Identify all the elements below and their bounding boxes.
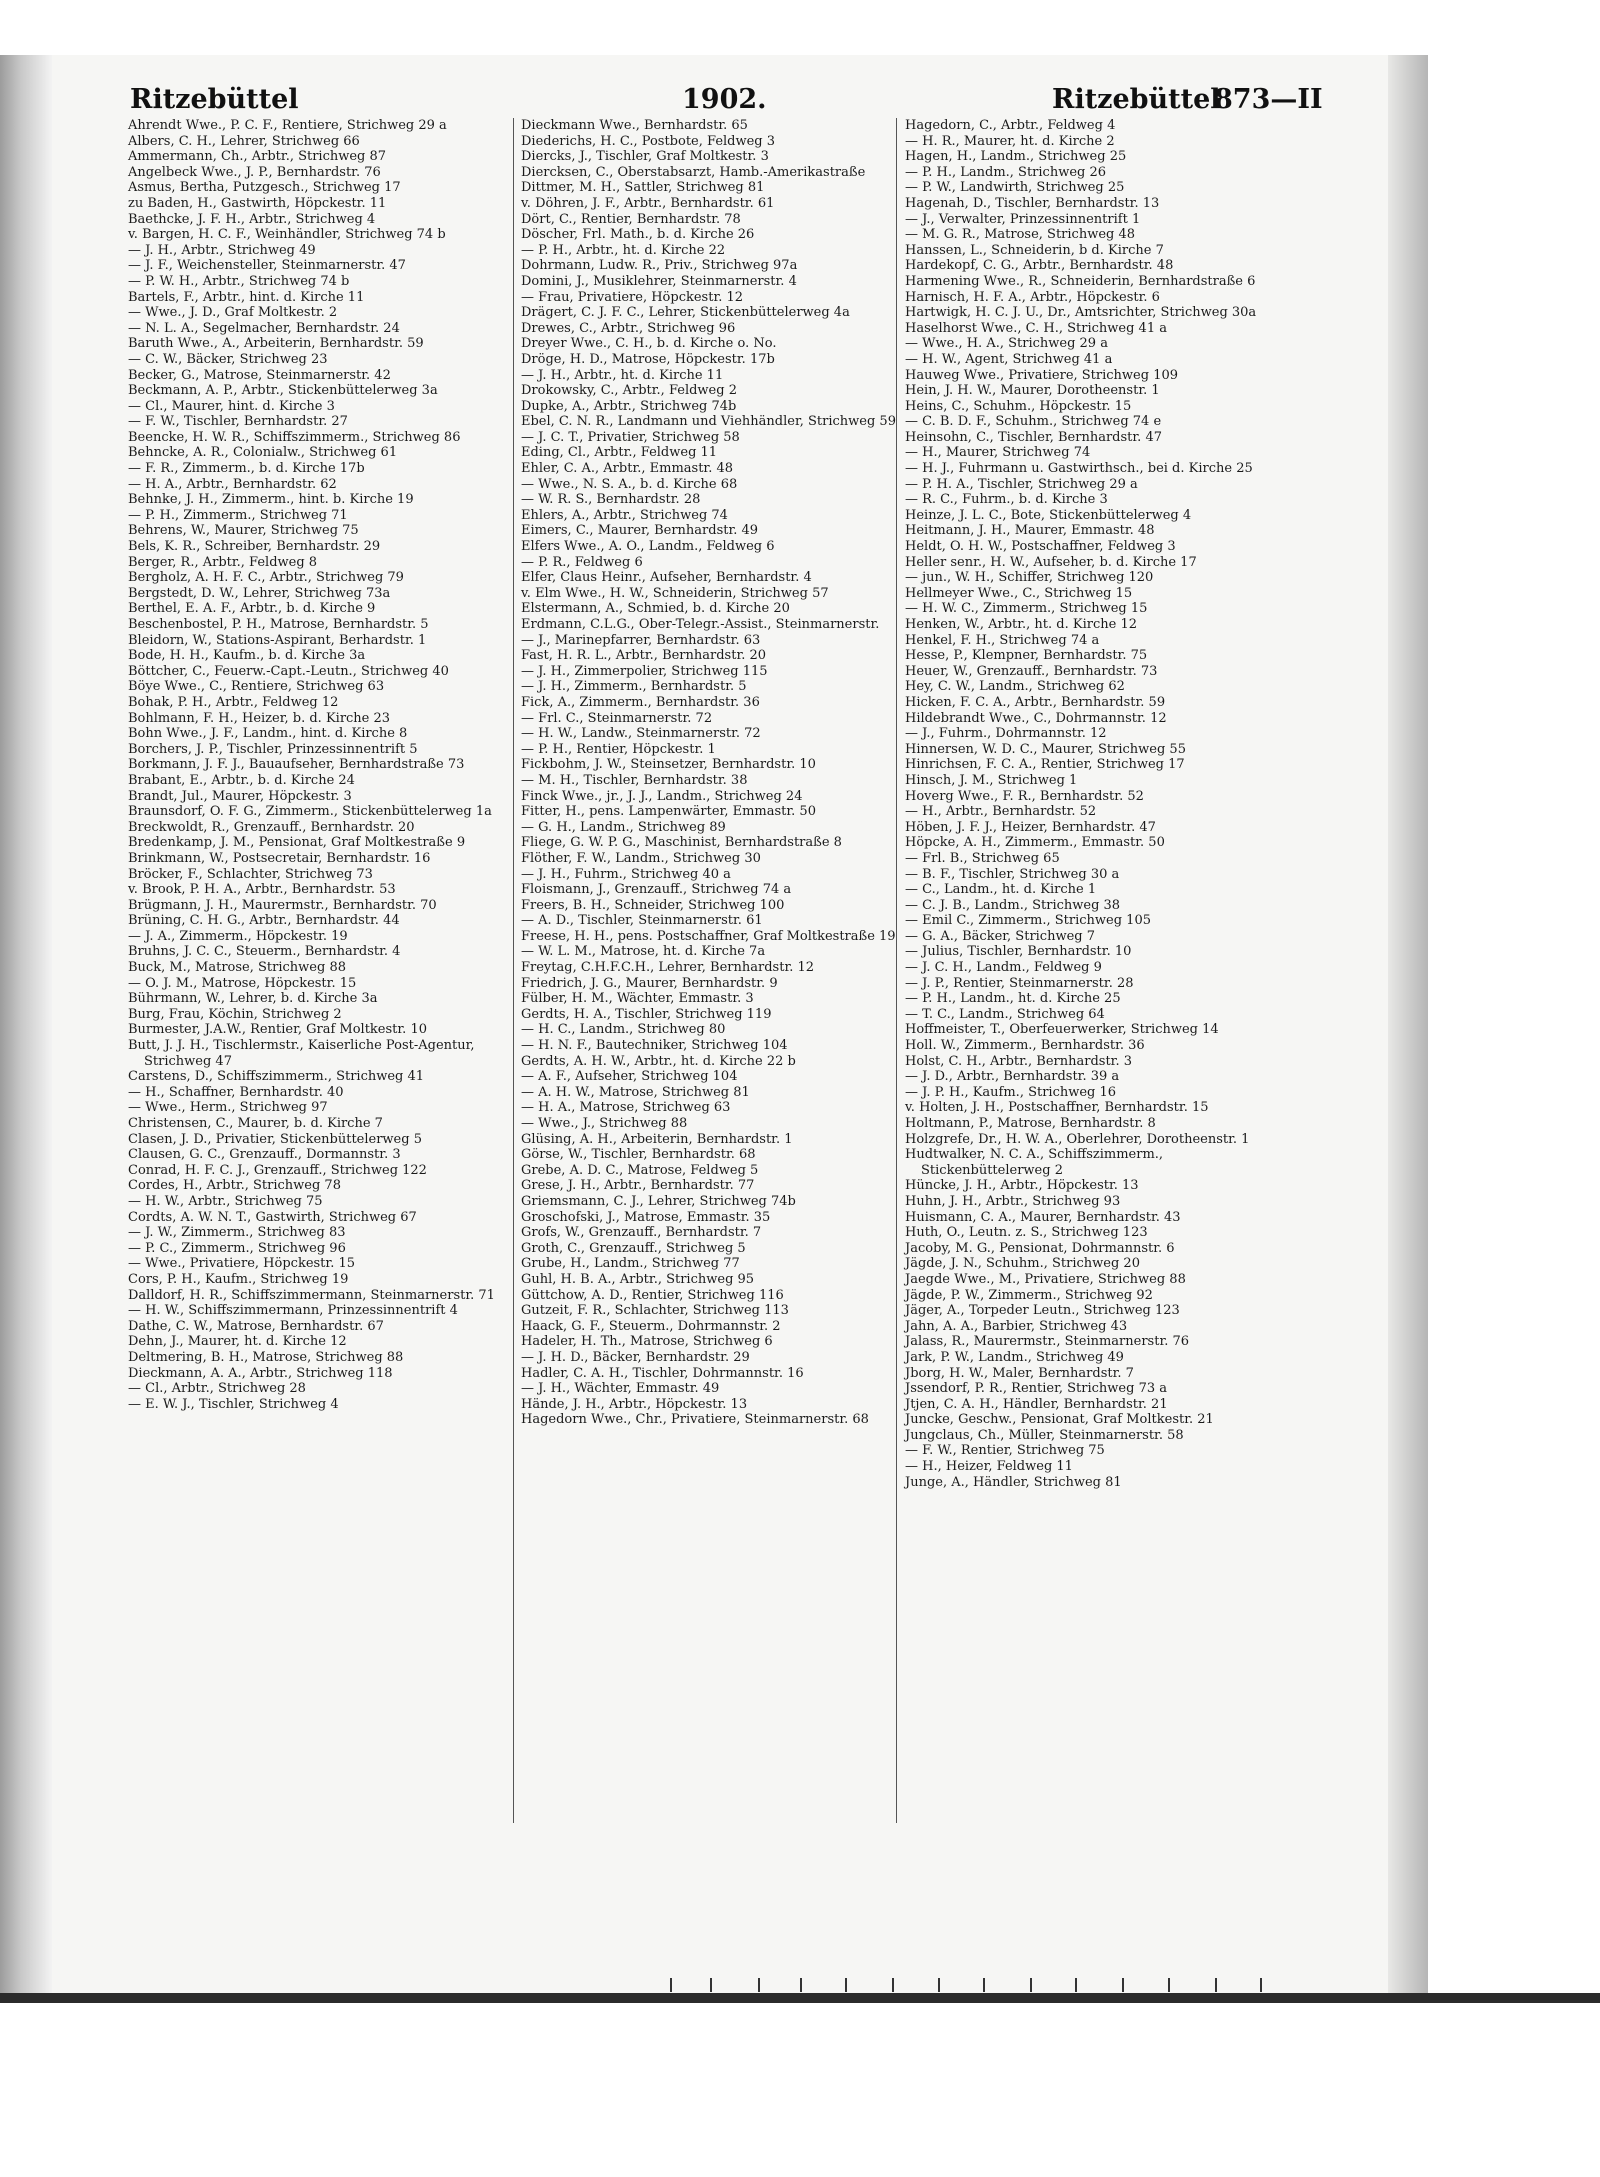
- directory-entry: — J., Marinepfarrer, Bernhardstr. 63: [521, 632, 761, 648]
- directory-entry: Grube, H., Landm., Strichweg 77: [521, 1256, 740, 1272]
- directory-entry: Burmester, J.A.W., Rentier, Graf Moltkestr. 10: [128, 1022, 427, 1038]
- directory-entry: Ebel, C. N. R., Landmann und Viehhändler, Strichweg 59: [521, 414, 896, 430]
- directory-entry: Hagen, H., Landm., Strichweg 25: [905, 149, 1127, 165]
- directory-entry: Dröge, H. D., Matrose, Höpckestr. 17b: [521, 351, 775, 367]
- directory-entry: — O. J. M., Matrose, Höpckestr. 15: [128, 975, 357, 991]
- directory-entry: — Cl., Maurer, hint. d. Kirche 3: [128, 398, 335, 414]
- directory-entry: Griemsmann, C. J., Lehrer, Strichweg 74b: [521, 1193, 796, 1209]
- directory-entry: Hoverg Wwe., F. R., Bernhardstr. 52: [905, 788, 1144, 804]
- directory-entry: Berger, R., Arbtr., Feldweg 8: [128, 554, 318, 570]
- directory-entry: Cordes, H., Arbtr., Strichweg 78: [128, 1178, 341, 1194]
- directory-entry: — H. A., Arbtr., Bernhardstr. 62: [128, 476, 337, 492]
- directory-entry: Floismann, J., Grenzauff., Strichweg 74 a: [521, 882, 792, 898]
- directory-entry: Freers, B. H., Schneider, Strichweg 100: [521, 897, 785, 913]
- directory-entry: Ammermann, Ch., Arbtr., Strichweg 87: [128, 149, 387, 165]
- directory-entry: Heinsohn, C., Tischler, Bernhardstr. 47: [905, 429, 1162, 445]
- directory-entry: Borkmann, J. F. J., Bauaufseher, Bernhardstraße 73: [128, 757, 465, 773]
- directory-entry: — A. F., Aufseher, Strichweg 104: [521, 1069, 738, 1085]
- directory-entry: Braunsdorf, O. F. G., Zimmerm., Stickenbüttelerweg 1a: [128, 804, 492, 820]
- directory-entry: Heller senr., H. W., Aufseher, b. d. Kirche 17: [905, 554, 1197, 570]
- directory-entry: Groschofski, J., Matrose, Emmastr. 35: [521, 1209, 771, 1225]
- directory-entry: v. Brook, P. H. A., Arbtr., Bernhardstr. 53: [128, 882, 396, 898]
- directory-entry: Brinkmann, W., Postsecretair, Bernhardstr. 16: [128, 850, 431, 866]
- directory-entry: Fick, A., Zimmerm., Bernhardstr. 36: [521, 694, 760, 710]
- directory-entry: — P. H., Zimmerm., Strichweg 71: [128, 507, 348, 523]
- directory-entry: — M. H., Tischler, Bernhardstr. 38: [521, 772, 748, 788]
- directory-entry: Görse, W., Tischler, Bernhardstr. 68: [521, 1147, 756, 1163]
- directory-entry: Hadler, C. A. H., Tischler, Dohrmannstr. 16: [521, 1365, 804, 1381]
- directory-entry: — Frl. C., Steinmarnerstr. 72: [521, 710, 713, 726]
- directory-entry: — J. F., Weichensteller, Steinmarnerstr. 47: [128, 258, 406, 274]
- directory-entry: — B. F., Tischler, Strichweg 30 a: [905, 866, 1120, 882]
- directory-entry: Behncke, A. R., Colonialw., Strichweg 61: [128, 445, 398, 461]
- directory-entry: Fülber, H. M., Wächter, Emmastr. 3: [521, 991, 754, 1007]
- directory-entry: Bredenkamp, J. M., Pensionat, Graf Moltkestraße 9: [128, 835, 466, 851]
- directory-entry: Heldt, O. H. W., Postschaffner, Feldweg 3: [905, 539, 1176, 555]
- directory-entry: Gerdts, A. H. W., Arbtr., ht. d. Kirche 22 b: [521, 1053, 796, 1069]
- directory-entry: Angelbeck Wwe., J. P., Bernhardstr. 76: [128, 164, 381, 180]
- directory-entry: Baruth Wwe., A., Arbeiterin, Bernhardstr. 59: [128, 336, 424, 352]
- directory-entry: — Wwe., N. S. A., b. d. Kirche 68: [521, 476, 738, 492]
- directory-entry: Buck, M., Matrose, Strichweg 88: [128, 960, 346, 976]
- directory-entry: Hardekopf, C. G., Arbtr., Bernhardstr. 48: [905, 258, 1174, 274]
- directory-entry: — H., Heizer, Feldweg 11: [905, 1459, 1073, 1475]
- directory-entry: Henken, W., Arbtr., ht. d. Kirche 12: [905, 617, 1137, 632]
- directory-entry: Jtjen, C. A. H., Händler, Bernhardstr. 21: [905, 1396, 1168, 1412]
- directory-entry: Gutzeit, F. R., Schlachter, Strichweg 113: [521, 1303, 789, 1319]
- directory-entry: Cordts, A. W. N. T., Gastwirth, Strichweg 67: [128, 1209, 417, 1225]
- directory-entry: Haselhorst Wwe., C. H., Strichweg 41 a: [905, 320, 1167, 336]
- directory-entry: Hinrichsen, F. C. A., Rentier, Strichweg 17: [905, 757, 1185, 773]
- directory-entry: Guhl, H. B. A., Arbtr., Strichweg 95: [521, 1271, 755, 1287]
- directory-entry: Harnisch, H. F. A., Arbtr., Höpckestr. 6: [905, 289, 1160, 305]
- directory-entry: Dupke, A., Arbtr., Strichweg 74b: [521, 398, 737, 414]
- directory-entry: — N. L. A., Segelmacher, Bernhardstr. 24: [128, 320, 400, 336]
- directory-entry: Höpcke, A. H., Zimmerm., Emmastr. 50: [905, 835, 1165, 851]
- scan-edge-left: [0, 55, 52, 1993]
- directory-entry: Bührmann, W., Lehrer, b. d. Kirche 3a: [128, 991, 378, 1007]
- directory-entry: Heins, C., Schuhm., Höpckestr. 15: [905, 398, 1132, 414]
- directory-entry: Freese, H. H., pens. Postschaffner, Graf Moltkestraße 19: [521, 928, 896, 944]
- directory-entry: Fitter, H., pens. Lampenwärter, Emmastr. 50: [521, 804, 816, 820]
- directory-entry: Haack, G. F., Steuerm., Dohrmannstr. 2: [521, 1318, 781, 1334]
- directory-entry: — J. D., Arbtr., Bernhardstr. 39 a: [905, 1069, 1120, 1085]
- directory-entry: — J. H., Arbtr., Strichweg 49: [128, 242, 316, 258]
- directory-entry: Brabant, E., Arbtr., b. d. Kirche 24: [128, 772, 355, 788]
- directory-entry: — Wwe., Privatiere, Höpckestr. 15: [128, 1256, 355, 1272]
- directory-entry: Clasen, J. D., Privatier, Stickenbüttelerweg 5: [128, 1131, 422, 1147]
- directory-entry: — J. P. H., Kaufm., Strichweg 16: [905, 1084, 1117, 1100]
- directory-entry: — P. H., Arbtr., ht. d. Kirche 22: [521, 242, 726, 258]
- directory-entry: Diederichs, H. C., Postbote, Feldweg 3: [521, 133, 776, 149]
- directory-entry: — H., Arbtr., Bernhardstr. 52: [905, 804, 1097, 820]
- directory-entry: — W. R. S., Bernhardstr. 28: [521, 492, 701, 508]
- directory-entry: — P. H. A., Tischler, Strichweg 29 a: [905, 476, 1138, 492]
- directory-entry: Behrens, W., Maurer, Strichweg 75: [128, 523, 359, 539]
- directory-entry: Drägert, C. J. F. C., Lehrer, Stickenbüttelerweg 4a: [521, 305, 850, 321]
- directory-entry: Hein, J. H. W., Maurer, Dorotheenstr. 1: [905, 383, 1160, 399]
- running-header-year: 1902.: [682, 84, 767, 115]
- directory-entry: Hagenah, D., Tischler, Bernhardstr. 13: [905, 195, 1160, 211]
- directory-entry: Holst, C. H., Arbtr., Bernhardstr. 3: [905, 1053, 1133, 1069]
- directory-entry: Elstermann, A., Schmied, b. d. Kirche 20: [521, 601, 790, 617]
- directory-entry: Holl. W., Zimmerm., Bernhardstr. 36: [905, 1038, 1145, 1054]
- directory-entry: Jacoby, M. G., Pensionat, Dohrmannstr. 6: [905, 1240, 1175, 1256]
- directory-entry: Christensen, C., Maurer, b. d. Kirche 7: [128, 1116, 383, 1131]
- directory-entry: Jalass, R., Maurermstr., Steinmarnerstr. 76: [905, 1334, 1190, 1350]
- directory-column-1: [128, 118, 508, 1412]
- directory-entry: Asmus, Bertha, Putzgesch., Strichweg 17: [128, 180, 401, 196]
- directory-entry: Drokowsky, C., Arbtr., Feldweg 2: [521, 383, 737, 399]
- page-number: 873—II: [1214, 84, 1323, 115]
- directory-entry: Ehler, C. A., Arbtr., Emmastr. 48: [521, 461, 734, 477]
- directory-entry: — C. B. D. F., Schuhm., Strichweg 74 e: [905, 414, 1162, 430]
- directory-entry: Bohn Wwe., J. F., Landm., hint. d. Kirche 8: [128, 726, 408, 742]
- directory-entry: Eimers, C., Maurer, Bernhardstr. 49: [521, 523, 759, 539]
- directory-entry: Dieckmann, A. A., Arbtr., Strichweg 118: [128, 1365, 393, 1381]
- directory-entry: Fast, H. R. L., Arbtr., Bernhardstr. 20: [521, 648, 767, 664]
- directory-entry: Hoffmeister, T., Oberfeuerwerker, Strichweg 14: [905, 1022, 1219, 1038]
- directory-entry: — Wwe., H. A., Strichweg 29 a: [905, 336, 1108, 352]
- directory-entry: Borchers, J. P., Tischler, Prinzessinnentrift 5: [128, 741, 418, 757]
- directory-entry: Behnke, J. H., Zimmerm., hint. b. Kirche 19: [128, 492, 414, 508]
- directory-entry: — P. H., Rentier, Höpckestr. 1: [521, 741, 716, 757]
- directory-entry: — T. C., Landm., Strichweg 64: [905, 1006, 1105, 1022]
- directory-entry: — jun., W. H., Schiffer, Strichweg 120: [905, 570, 1154, 586]
- spine-shadow: [1388, 55, 1428, 1993]
- directory-entry: Jaegde Wwe., M., Privatiere, Strichweg 88: [905, 1271, 1186, 1287]
- directory-entry: Conrad, H. F. C. J., Grenzauff., Strichweg 122: [128, 1162, 427, 1178]
- directory-entry: Holtmann, P., Matrose, Bernhardstr. 8: [905, 1116, 1156, 1131]
- directory-entry: — F. W., Tischler, Bernhardstr. 27: [128, 414, 348, 430]
- directory-entry: Albers, C. H., Lehrer, Strichweg 66: [128, 133, 360, 149]
- directory-entry: Hinsch, J. M., Strichweg 1: [905, 772, 1078, 788]
- directory-entry: Holzgrefe, Dr., H. W. A., Oberlehrer, Dorotheenstr. 1: [905, 1131, 1250, 1147]
- directory-entry: v. Holten, J. H., Postschaffner, Bernhardstr. 15: [905, 1100, 1209, 1116]
- directory-entry: Ahrendt Wwe., P. C. F., Rentiere, Strichweg 29 a: [128, 118, 447, 133]
- scan-tick-marks: [670, 1978, 1290, 1992]
- directory-entry: — J. H., Zimmerpolier, Strichweg 115: [521, 663, 768, 679]
- directory-entry: — H. C., Landm., Strichweg 80: [521, 1022, 726, 1038]
- directory-entry: Heinze, J. L. C., Bote, Stickenbüttelerweg 4: [905, 507, 1192, 523]
- directory-entry: Güttchow, A. D., Rentier, Strichweg 116: [521, 1287, 784, 1303]
- directory-entry: Butt, J. J. H., Tischlermstr., Kaiserliche Post-Agentur, Strichweg 47: [128, 1038, 475, 1069]
- directory-entry: Hellmeyer Wwe., C., Strichweg 15: [905, 585, 1133, 601]
- directory-entry: Diercks, J., Tischler, Graf Moltkestr. 3: [521, 149, 769, 165]
- directory-entry: Grebe, A. D. C., Matrose, Feldweg 5: [521, 1162, 759, 1178]
- directory-entry: Dalldorf, H. R., Schiffszimmermann, Steinmarnerstr. 71: [128, 1287, 495, 1303]
- directory-entry: Junge, A., Händler, Strichweg 81: [905, 1474, 1122, 1490]
- directory-entry: — J. H. D., Bäcker, Bernhardstr. 29: [521, 1349, 750, 1365]
- directory-entry: Dört, C., Rentier, Bernhardstr. 78: [521, 211, 741, 227]
- directory-entry: Beencke, H. W. R., Schiffszimmerm., Strichweg 86: [128, 429, 461, 445]
- directory-entry: Jborg, H. W., Maler, Bernhardstr. 7: [905, 1365, 1134, 1381]
- directory-entry: — J. H., Wächter, Emmastr. 49: [521, 1381, 720, 1397]
- directory-entry: Brügmann, J. H., Maurermstr., Bernhardstr. 70: [128, 897, 437, 913]
- directory-entry: Dreyer Wwe., C. H., b. d. Kirche o. No.: [521, 336, 777, 352]
- directory-entry: Brandt, Jul., Maurer, Höpckestr. 3: [128, 788, 352, 804]
- directory-entry: Henkel, F. H., Strichweg 74 a: [905, 632, 1100, 648]
- directory-entry: — H. W. C., Zimmerm., Strichweg 15: [905, 601, 1148, 617]
- running-header-left: Ritzebüttel: [130, 84, 299, 115]
- column-rule: [513, 118, 514, 1823]
- directory-entry: Erdmann, C.L.G., Ober-Telegr.-Assist., Steinmarnerstr.: [521, 617, 880, 632]
- directory-entry: Ehlers, A., Arbtr., Strichweg 74: [521, 507, 728, 523]
- directory-entry: — H., Maurer, Strichweg 74: [905, 445, 1091, 461]
- directory-entry: — J., Fuhrm., Dohrmannstr. 12: [905, 726, 1107, 742]
- directory-entry: Hartwigk, H. C. J. U., Dr., Amtsrichter, Strichweg 30a: [905, 305, 1257, 321]
- running-header-right: Ritzebüttel: [1052, 84, 1221, 115]
- directory-entry: — P. R., Feldweg 6: [521, 554, 643, 570]
- directory-entry: v. Elm Wwe., H. W., Schneiderin, Strichweg 57: [521, 585, 829, 601]
- directory-entry: Bergholz, A. H. F. C., Arbtr., Strichweg 79: [128, 570, 404, 586]
- directory-entry: Heitmann, J. H., Maurer, Emmastr. 48: [905, 523, 1155, 539]
- directory-entry: Bohlmann, F. H., Heizer, b. d. Kirche 23: [128, 710, 391, 726]
- directory-entry: Hagedorn, C., Arbtr., Feldweg 4: [905, 118, 1116, 133]
- directory-entry: — H. N. F., Bautechniker, Strichweg 104: [521, 1038, 788, 1054]
- directory-entry: Gerdts, H. A., Tischler, Strichweg 119: [521, 1006, 772, 1022]
- directory-entry: — W. L. M., Matrose, ht. d. Kirche 7a: [521, 944, 766, 960]
- directory-entry: Döscher, Frl. Math., b. d. Kirche 26: [521, 227, 755, 243]
- directory-entry: Jägde, J. N., Schuhm., Strichweg 20: [905, 1256, 1140, 1272]
- directory-entry: Hagedorn Wwe., Chr., Privatiere, Steinmarnerstr. 68: [521, 1412, 869, 1428]
- directory-entry: — Julius, Tischler, Bernhardstr. 10: [905, 944, 1132, 960]
- directory-entry: Jäger, A., Torpeder Leutn., Strichweg 123: [905, 1303, 1180, 1319]
- column-rule: [896, 118, 897, 1823]
- directory-entry: — H. W., Agent, Strichweg 41 a: [905, 351, 1113, 367]
- directory-entry: — M. G. R., Matrose, Strichweg 48: [905, 227, 1136, 243]
- directory-entry: Hesse, P., Klempner, Bernhardstr. 75: [905, 648, 1148, 664]
- directory-entry: — G. H., Landm., Strichweg 89: [521, 819, 726, 835]
- directory-entry: Eding, Cl., Arbtr., Feldweg 11: [521, 445, 718, 461]
- directory-entry: Clausen, G. C., Grenzauff., Dormannstr. 3: [128, 1147, 401, 1163]
- directory-entry: Hauweg Wwe., Privatiere, Strichweg 109: [905, 367, 1179, 383]
- directory-entry: Elfers Wwe., A. O., Landm., Feldweg 6: [521, 539, 775, 555]
- directory-entry: Hadeler, H. Th., Matrose, Strichweg 6: [521, 1334, 773, 1350]
- directory-entry: Baethcke, J. F. H., Arbtr., Strichweg 4: [128, 211, 376, 227]
- directory-entry: — J., Verwalter, Prinzessinnentrift 1: [905, 211, 1141, 227]
- directory-entry: Böye Wwe., C., Rentiere, Strichweg 63: [128, 679, 385, 695]
- directory-entry: Becker, G., Matrose, Steinmarnerstr. 42: [128, 367, 391, 383]
- directory-entry: Jahn, A. A., Barbier, Strichweg 43: [905, 1318, 1128, 1334]
- directory-entry: Bruhns, J. C. C., Steuerm., Bernhardstr. 4: [128, 944, 401, 960]
- directory-entry: — Frau, Privatiere, Höpckestr. 12: [521, 289, 744, 305]
- directory-entry: — H., Schaffner, Bernhardstr. 40: [128, 1084, 344, 1100]
- directory-entry: — Wwe., J., Strichweg 88: [521, 1116, 688, 1131]
- directory-entry: Hildebrandt Wwe., C., Dohrmannstr. 12: [905, 710, 1167, 726]
- directory-entry: — Wwe., J. D., Graf Moltkestr. 2: [128, 305, 338, 321]
- directory-entry: Dieckmann Wwe., Bernhardstr. 65: [521, 118, 748, 133]
- directory-entry: Bohak, P. H., Arbtr., Feldweg 12: [128, 694, 339, 710]
- directory-entry: Cors, P. H., Kaufm., Strichweg 19: [128, 1271, 349, 1287]
- directory-entry: Jssendorf, P. R., Rentier, Strichweg 73 a: [905, 1381, 1167, 1397]
- directory-entry: Dathe, C. W., Matrose, Bernhardstr. 67: [128, 1318, 384, 1334]
- scan-bottom-band: [0, 1993, 1600, 2003]
- directory-entry: — J. H., Fuhrm., Strichweg 40 a: [521, 866, 731, 882]
- directory-entry: Deltmering, B. H., Matrose, Strichweg 88: [128, 1349, 404, 1365]
- directory-entry: Huismann, C. A., Maurer, Bernhardstr. 43: [905, 1209, 1181, 1225]
- directory-entry: Hicken, F. C. A., Arbtr., Bernhardstr. 59: [905, 694, 1166, 710]
- directory-entry: Dittmer, M. H., Sattler, Strichweg 81: [521, 180, 765, 196]
- directory-entry: Heuer, W., Grenzauff., Bernhardstr. 73: [905, 663, 1158, 679]
- directory-entry: — Emil C., Zimmerm., Strichweg 105: [905, 913, 1151, 929]
- directory-entry: — G. A., Bäcker, Strichweg 7: [905, 928, 1096, 944]
- directory-entry: — P. H., Landm., ht. d. Kirche 25: [905, 991, 1121, 1007]
- directory-entry: — J. C. T., Privatier, Strichweg 58: [521, 429, 740, 445]
- directory-entry: Finck Wwe., jr., J. J., Landm., Strichweg 24: [521, 788, 803, 804]
- directory-entry: — Wwe., Herm., Strichweg 97: [128, 1100, 328, 1116]
- directory-entry: Glüsing, A. H., Arbeiterin, Bernhardstr. 1: [521, 1131, 793, 1147]
- directory-entry: — H. W., Schiffszimmermann, Prinzessinnentrift 4: [128, 1303, 458, 1319]
- directory-entry: Diercksen, C., Oberstabsarzt, Hamb.-Amerikastraße: [521, 164, 866, 180]
- directory-entry: — F. W., Rentier, Strichweg 75: [905, 1443, 1105, 1459]
- directory-entry: Freytag, C.H.F.C.H., Lehrer, Bernhardstr. 12: [521, 960, 815, 976]
- directory-entry: Carstens, D., Schiffszimmerm., Strichweg 41: [128, 1069, 425, 1085]
- directory-entry: Juncke, Geschw., Pensionat, Graf Moltkestr. 21: [905, 1412, 1214, 1428]
- directory-entry: Jägde, P. W., Zimmerm., Strichweg 92: [905, 1287, 1153, 1303]
- directory-entry: — A. H. W., Matrose, Strichweg 81: [521, 1084, 750, 1100]
- directory-entry: Hinnersen, W. D. C., Maurer, Strichweg 55: [905, 741, 1186, 757]
- directory-entry: Bleidorn, W., Stations-Aspirant, Berhardstr. 1: [128, 632, 427, 648]
- directory-entry: — P. C., Zimmerm., Strichweg 96: [128, 1240, 346, 1256]
- directory-entry: — A. D., Tischler, Steinmarnerstr. 61: [521, 913, 763, 929]
- directory-entry: Beschenbostel, P. H., Matrose, Bernhardstr. 5: [128, 617, 429, 632]
- directory-entry: — H. A., Matrose, Strichweg 63: [521, 1100, 731, 1116]
- directory-entry: Brüning, C. H. G., Arbtr., Bernhardstr. 44: [128, 913, 400, 929]
- directory-entry: Bröcker, F., Schlachter, Strichweg 73: [128, 866, 373, 882]
- directory-entry: — F. R., Zimmerm., b. d. Kirche 17b: [128, 461, 365, 477]
- directory-entry: — C., Landm., ht. d. Kirche 1: [905, 882, 1097, 898]
- directory-entry: v. Döhren, J. F., Arbtr., Bernhardstr. 61: [521, 195, 775, 211]
- directory-entry: Hey, C. W., Landm., Strichweg 62: [905, 679, 1125, 695]
- directory-entry: Hanssen, L., Schneiderin, b d. Kirche 7: [905, 242, 1164, 258]
- directory-entry: — R. C., Fuhrm., b. d. Kirche 3: [905, 492, 1108, 508]
- directory-entry: — H. W., Landw., Steinmarnerstr. 72: [521, 726, 761, 742]
- directory-entry: Beckmann, A. P., Arbtr., Stickenbüttelerweg 3a: [128, 383, 438, 399]
- directory-entry: — J. A., Zimmerm., Höpckestr. 19: [128, 928, 348, 944]
- directory-entry: Grofs, W., Grenzauff., Bernhardstr. 7: [521, 1225, 762, 1241]
- directory-entry: — H. J., Fuhrmann u. Gastwirthsch., bei d. Kirche 25: [905, 461, 1253, 477]
- directory-entry: — C. J. B., Landm., Strichweg 38: [905, 897, 1121, 913]
- directory-entry: Groth, C., Grenzauff., Strichweg 5: [521, 1240, 746, 1256]
- directory-entry: Friedrich, J. G., Maurer, Bernhardstr. 9: [521, 975, 778, 991]
- directory-entry: — Cl., Arbtr., Strichweg 28: [128, 1381, 306, 1397]
- directory-entry: — Frl. B., Strichweg 65: [905, 850, 1060, 866]
- directory-entry: — C. W., Bäcker, Strichweg 23: [128, 351, 328, 367]
- directory-entry: — P. W., Landwirth, Strichweg 25: [905, 180, 1125, 196]
- directory-entry: Bels, K. R., Schreiber, Bernhardstr. 29: [128, 539, 381, 555]
- directory-column-3: [905, 118, 1285, 1490]
- directory-entry: Höben, J. F. J., Heizer, Bernhardstr. 47: [905, 819, 1156, 835]
- directory-entry: Jungclaus, Ch., Müller, Steinmarnerstr. 58: [905, 1427, 1184, 1443]
- directory-entry: Bartels, F., Arbtr., hint. d. Kirche 11: [128, 289, 365, 305]
- directory-entry: — J. W., Zimmerm., Strichweg 83: [128, 1225, 346, 1241]
- directory-entry: Huth, O., Leutn. z. S., Strichweg 123: [905, 1225, 1148, 1241]
- directory-entry: Hüncke, J. H., Arbtr., Höpckestr. 13: [905, 1178, 1139, 1194]
- directory-entry: — H. W., Arbtr., Strichweg 75: [128, 1193, 323, 1209]
- directory-entry: Jark, P. W., Landm., Strichweg 49: [905, 1349, 1124, 1365]
- directory-entry: zu Baden, H., Gastwirth, Höpckestr. 11: [128, 195, 387, 211]
- directory-entry: Berthel, E. A. F., Arbtr., b. d. Kirche 9: [128, 601, 376, 617]
- directory-entry: Breckwoldt, R., Grenzauff., Bernhardstr. 20: [128, 819, 415, 835]
- directory-entry: Harmening Wwe., R., Schneiderin, Bernhardstraße 6: [905, 273, 1256, 289]
- directory-entry: — P. H., Landm., Strichweg 26: [905, 164, 1107, 180]
- directory-entry: Domini, J., Musiklehrer, Steinmarnerstr. 4: [521, 273, 797, 289]
- directory-entry: Fickbohm, J. W., Steinsetzer, Bernhardstr. 10: [521, 757, 816, 773]
- directory-entry: Huhn, J. H., Arbtr., Strichweg 93: [905, 1193, 1121, 1209]
- directory-entry: — P. W. H., Arbtr., Strichweg 74 b: [128, 273, 350, 289]
- directory-entry: Böttcher, C., Feuerw.-Capt.-Leutn., Strichweg 40: [128, 663, 449, 679]
- directory-entry: Dehn, J., Maurer, ht. d. Kirche 12: [128, 1334, 347, 1350]
- directory-entry: Hände, J. H., Arbtr., Höpckestr. 13: [521, 1396, 748, 1412]
- directory-entry: — H. R., Maurer, ht. d. Kirche 2: [905, 133, 1115, 149]
- directory-entry: — J. H., Zimmerm., Bernhardstr. 5: [521, 679, 747, 695]
- directory-entry: Bode, H. H., Kaufm., b. d. Kirche 3a: [128, 648, 366, 664]
- directory-entry: Flöther, F. W., Landm., Strichweg 30: [521, 850, 761, 866]
- directory-entry: Burg, Frau, Köchin, Strichweg 2: [128, 1006, 342, 1022]
- directory-column-2: [521, 118, 901, 1428]
- directory-entry: Fliege, G. W. P. G., Maschinist, Bernhardstraße 8: [521, 835, 842, 851]
- directory-entry: Grese, J. H., Arbtr., Bernhardstr. 77: [521, 1178, 755, 1194]
- directory-entry: Hudtwalker, N. C. A., Schiffszimmerm., Stickenbüttelerweg 2: [905, 1147, 1164, 1178]
- directory-entry: — J. C. H., Landm., Feldweg 9: [905, 960, 1102, 976]
- directory-entry: Dohrmann, Ludw. R., Priv., Strichweg 97a: [521, 258, 798, 274]
- directory-entry: Drewes, C., Arbtr., Strichweg 96: [521, 320, 736, 336]
- directory-entry: — J. H., Arbtr., ht. d. Kirche 11: [521, 367, 724, 383]
- directory-entry: — E. W. J., Tischler, Strichweg 4: [128, 1396, 339, 1412]
- directory-entry: v. Bargen, H. C. F., Weinhändler, Strichweg 74 b: [128, 227, 446, 243]
- directory-entry: — J. P., Rentier, Steinmarnerstr. 28: [905, 975, 1134, 991]
- directory-entry: Bergstedt, D. W., Lehrer, Strichweg 73a: [128, 585, 391, 601]
- directory-entry: Elfer, Claus Heinr., Aufseher, Bernhardstr. 4: [521, 570, 812, 586]
